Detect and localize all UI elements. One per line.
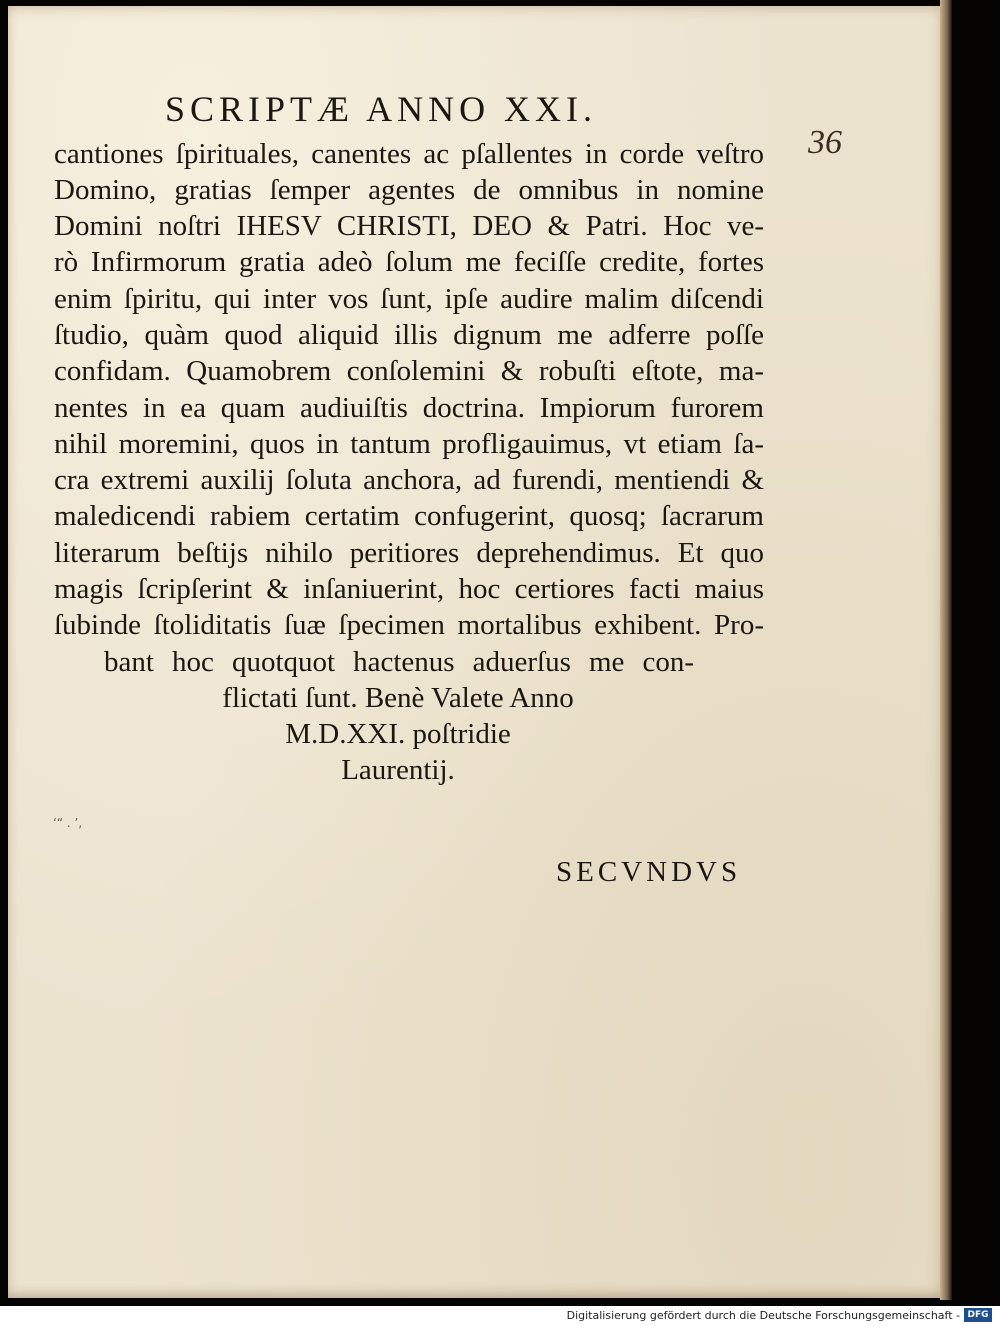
body-line: ſubinde ſtoliditatis ſuæ ſpecimen mortalibus exhibent. Pro- [54,609,764,641]
catchword: SECVNDVS [556,856,742,888]
body-line: cra extremi auxilij ſoluta anchora, ad furendi, mentiendi & [54,464,764,496]
book-page [8,6,948,1298]
closing-line: flictati ſunt. Benè Valete Anno [222,682,574,714]
funding-note: Digitalisierung gefördert durch die Deutsche Forschungsgemeinschaft - [566,1309,960,1322]
ink-speck: ‘“ . ’‚ [53,816,83,830]
body-line: confidam. Quamobrem conſolemini & robuſti eſtote, ma- [54,355,764,387]
body-line: magis ſcripſerint & inſaniuerint, hoc certiores facti maius [54,573,764,605]
body-line: ſtudio, quàm quod aliquid illis dignum me adferre poſſe [54,319,764,351]
body-line: rò Infirmorum gratia adeò ſolum me feciſſe credite, fortes [54,246,764,278]
closing-line: bant hoc quotquot hactenus aduerſus me con- [104,646,694,678]
page-edge [940,0,952,1300]
body-line: nihil moremini, quos in tantum profligauimus, vt etiam ſa- [54,428,764,460]
body-line: literarum beſtijs nihilo peritiores deprehendimus. Et quo [54,537,764,569]
body-line: cantiones ſpirituales, canentes ac pſallentes in corde veſtro [54,138,764,170]
dfg-logo: DFG [964,1308,992,1322]
body-line: nentes in ea quam audiuiſtis doctrina. Impiorum furorem [54,392,764,424]
body-line: Domini noſtri IHESV CHRISTI, DEO & Patri. Hoc ve- [54,210,764,242]
running-head: SCRIPTÆ ANNO XXI. [165,89,598,129]
body-line: Domino, gratias ſemper agentes de omnibus in nomine [54,174,764,206]
body-line: enim ſpiritu, qui inter vos ſunt, ipſe audire malim diſcendi [54,283,764,315]
folio-number: 36 [808,124,842,161]
closing-line: M.D.XXI. poſtridie [285,718,511,750]
closing-line: Laurentij. [341,754,455,786]
body-line: maledicendi rabiem certatim confugerint, quosq; ſacrarum [54,500,764,532]
